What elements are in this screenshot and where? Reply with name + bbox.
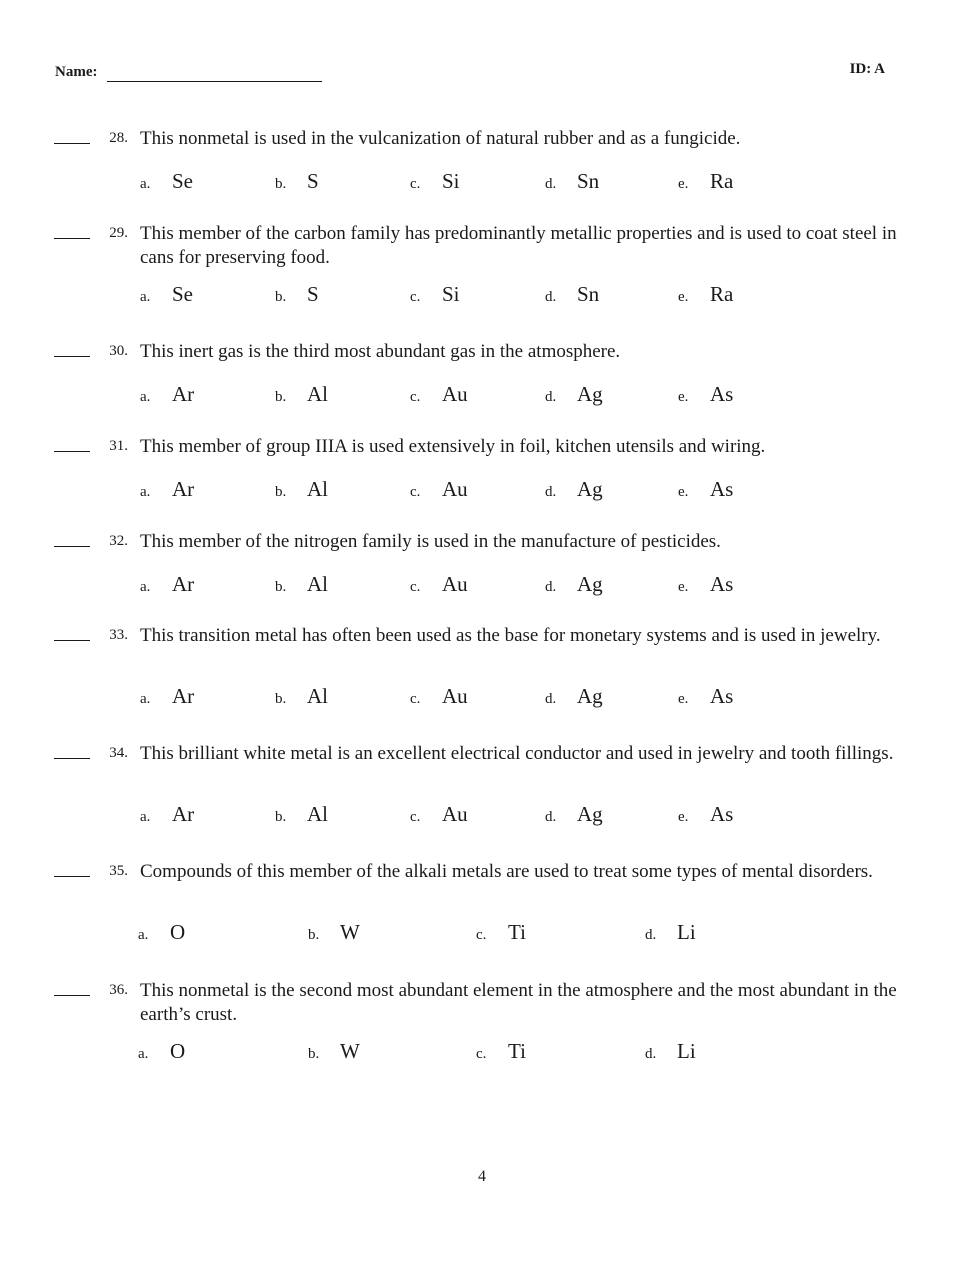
answer-choice [140, 802, 194, 827]
choice-letter: a. [138, 927, 149, 943]
question-text: This member of the carbon family has predominantly metallic properties and is used to coat steel in cans for preserving food. [140, 223, 897, 268]
choice-letter: c. [410, 691, 421, 707]
question-number: 32. [109, 533, 128, 549]
choice-letter: a. [140, 389, 151, 405]
answer-choice [410, 282, 460, 307]
choice-letter: a. [140, 809, 151, 825]
answer-choices [0, 920, 979, 946]
choice-value: Al [307, 684, 328, 708]
choice-letter: c. [410, 579, 421, 595]
choice-letter: e. [678, 389, 689, 405]
answer-choice [275, 684, 328, 709]
answer-choice [476, 1039, 526, 1064]
answer-blank[interactable] [54, 238, 90, 239]
choice-letter: b. [308, 1046, 320, 1062]
choice-letter: b. [275, 389, 287, 405]
question-number: 35. [109, 863, 128, 879]
choice-letter: e. [678, 176, 689, 192]
id-label: ID: A [849, 61, 885, 77]
question-number: 36. [109, 982, 128, 998]
answer-choice [476, 920, 526, 945]
answer-choice [275, 477, 328, 502]
choice-value: O [170, 1039, 186, 1063]
answer-choice [545, 572, 603, 597]
answer-choice [140, 572, 194, 597]
answer-choice [138, 1039, 185, 1064]
choice-value: As [710, 382, 734, 406]
answer-blank[interactable] [54, 995, 90, 996]
choice-letter: c. [410, 484, 421, 500]
choice-value: Li [677, 920, 696, 944]
choice-value: W [340, 1039, 360, 1063]
answer-choice [545, 382, 603, 407]
choice-value: Au [442, 382, 468, 406]
page-number: 4 [478, 1168, 486, 1185]
answer-blank[interactable] [54, 640, 90, 641]
question-number: 30. [109, 343, 128, 359]
choice-letter: c. [410, 389, 421, 405]
choice-letter: e. [678, 809, 689, 825]
choice-value: Au [442, 572, 468, 596]
answer-choice [678, 382, 733, 407]
choice-letter: b. [275, 176, 287, 192]
answer-choices [0, 282, 979, 308]
choice-value: Ag [577, 802, 603, 826]
choice-value: Ag [577, 684, 603, 708]
choice-value: Ra [710, 169, 734, 193]
answer-choice [410, 684, 468, 709]
question-text: This inert gas is the third most abundant gas in the atmosphere. [140, 341, 621, 362]
answer-blank[interactable] [54, 546, 90, 547]
choice-value: Ra [710, 282, 734, 306]
choice-value: Al [307, 477, 328, 501]
question-number: 31. [109, 438, 128, 454]
answer-choice [140, 684, 194, 709]
answer-blank[interactable] [54, 876, 90, 877]
answer-blank[interactable] [54, 758, 90, 759]
answer-choices [0, 802, 979, 828]
choice-letter: d. [545, 289, 557, 305]
choice-letter: c. [476, 927, 487, 943]
choice-value: As [710, 572, 734, 596]
choice-letter: d. [645, 927, 657, 943]
choice-letter: a. [140, 289, 151, 305]
choice-letter: a. [140, 691, 151, 707]
answer-choice [410, 802, 468, 827]
choice-value: Li [677, 1039, 696, 1063]
answer-choice [678, 282, 733, 307]
question-number: 33. [109, 627, 128, 643]
name-field[interactable] [107, 81, 322, 82]
choice-letter: c. [410, 176, 421, 192]
answer-blank[interactable] [54, 143, 90, 144]
answer-choices [0, 382, 979, 408]
question-text: This brilliant white metal is an excellent electrical conductor and used in jewelry and tooth fillings. [140, 743, 894, 764]
choice-value: Ar [172, 382, 195, 406]
question-number: 29. [109, 225, 128, 241]
answer-choices [0, 1039, 979, 1065]
choice-letter: a. [140, 176, 151, 192]
answer-choice [645, 920, 696, 945]
answer-choice [410, 477, 468, 502]
answer-choice [275, 282, 319, 307]
choice-letter: e. [678, 691, 689, 707]
choice-value: Au [442, 684, 468, 708]
answer-choice [410, 169, 460, 194]
choice-letter: b. [275, 484, 287, 500]
answer-choice [545, 169, 599, 194]
choice-value: Si [442, 169, 460, 193]
answer-choice [140, 477, 194, 502]
choice-value: Se [172, 282, 193, 306]
answer-choice [275, 572, 328, 597]
answer-choice [410, 382, 468, 407]
answer-choice [275, 802, 328, 827]
choice-value: S [307, 282, 319, 306]
choice-letter: b. [275, 809, 287, 825]
answer-choice [545, 477, 603, 502]
choice-letter: b. [275, 579, 287, 595]
answer-choice [140, 169, 193, 194]
choice-letter: a. [138, 1046, 149, 1062]
choice-value: Ag [577, 477, 603, 501]
question-text: Compounds of this member of the alkali metals are used to treat some types of mental disorders. [140, 861, 873, 882]
question-text: This nonmetal is used in the vulcanization of natural rubber and as a fungicide. [140, 128, 741, 149]
choice-letter: c. [410, 289, 421, 305]
choice-letter: d. [545, 484, 557, 500]
choice-letter: e. [678, 289, 689, 305]
choice-letter: b. [275, 289, 287, 305]
choice-letter: c. [476, 1046, 487, 1062]
choice-value: Ti [508, 1039, 526, 1063]
answer-choice [140, 382, 194, 407]
question-number: 34. [109, 745, 128, 761]
answer-blank[interactable] [54, 451, 90, 452]
choice-value: Ar [172, 802, 195, 826]
answer-choice [140, 282, 193, 307]
choice-value: W [340, 920, 360, 944]
choice-value: Sn [577, 169, 600, 193]
answer-choice [138, 920, 185, 945]
question-text: This transition metal has often been used as the base for monetary systems and is used in jewelry. [140, 625, 881, 646]
answer-choices [0, 169, 979, 195]
choice-value: As [710, 684, 734, 708]
choice-letter: d. [545, 691, 557, 707]
choice-letter: e. [678, 579, 689, 595]
question-text: This member of group IIIA is used extensively in foil, kitchen utensils and wiring. [140, 436, 766, 457]
choice-value: Al [307, 382, 328, 406]
question-number: 28. [109, 130, 128, 146]
choice-letter: b. [275, 691, 287, 707]
choice-value: Se [172, 169, 193, 193]
answer-choice [545, 802, 603, 827]
answer-choice [275, 382, 328, 407]
answer-choice [678, 802, 733, 827]
choice-value: Ar [172, 477, 195, 501]
choice-letter: d. [545, 809, 557, 825]
answer-choice [678, 477, 733, 502]
choice-value: Ti [508, 920, 526, 944]
choice-value: Au [442, 802, 468, 826]
name-label: Name: [55, 64, 98, 80]
choice-value: As [710, 802, 734, 826]
page-header [55, 60, 885, 84]
answer-choices [0, 477, 979, 503]
answer-choice [410, 572, 468, 597]
choice-letter: b. [308, 927, 320, 943]
choice-letter: d. [645, 1046, 657, 1062]
choice-value: As [710, 477, 734, 501]
choice-value: Ar [172, 572, 195, 596]
choice-letter: e. [678, 484, 689, 500]
choice-letter: a. [140, 579, 151, 595]
answer-choice [678, 572, 733, 597]
choice-value: Si [442, 282, 460, 306]
answer-blank[interactable] [54, 356, 90, 357]
choice-value: Ag [577, 572, 603, 596]
choice-value: Au [442, 477, 468, 501]
choice-letter: a. [140, 484, 151, 500]
answer-choice [678, 684, 733, 709]
choice-value: Al [307, 802, 328, 826]
question-text: This nonmetal is the second most abundant element in the atmosphere and the most abundant in the earth’s crust. [140, 980, 897, 1025]
choice-value: O [170, 920, 186, 944]
choice-value: Al [307, 572, 328, 596]
answer-choice [645, 1039, 696, 1064]
answer-choice [308, 920, 360, 945]
answer-choice [678, 169, 733, 194]
answer-choice [275, 169, 319, 194]
answer-choice [308, 1039, 360, 1064]
choice-letter: d. [545, 389, 557, 405]
choice-value: Ar [172, 684, 195, 708]
choice-value: Sn [577, 282, 600, 306]
choice-value: S [307, 169, 319, 193]
answer-choices [0, 572, 979, 598]
answer-choice [545, 282, 599, 307]
answer-choices [0, 684, 979, 710]
answer-choice [545, 684, 603, 709]
choice-letter: d. [545, 579, 557, 595]
choice-letter: d. [545, 176, 557, 192]
choice-letter: c. [410, 809, 421, 825]
question-text: This member of the nitrogen family is used in the manufacture of pesticides. [140, 531, 721, 552]
choice-value: Ag [577, 382, 603, 406]
